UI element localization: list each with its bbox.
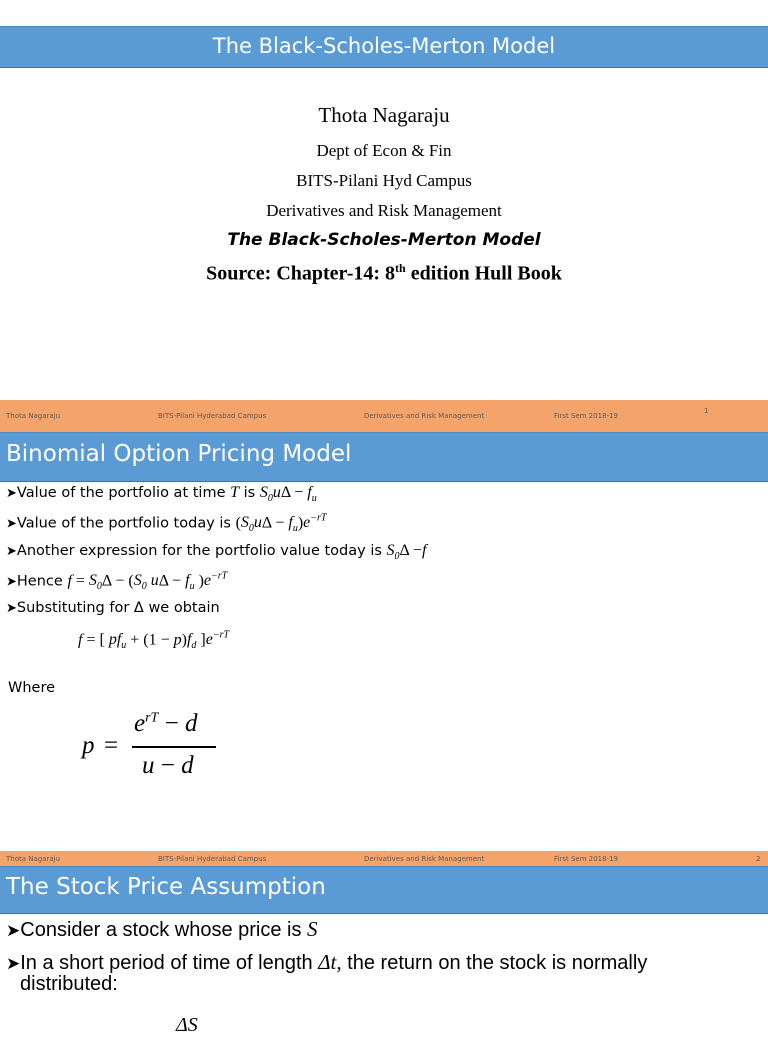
bullet-arrow-icon: ➤ — [6, 544, 17, 559]
footer-page: 1 — [704, 407, 709, 416]
slide1-source — [0, 261, 768, 286]
slide3-partial-formula: ΔS — [176, 1014, 198, 1036]
bullet-text: In a short period of time of length — [20, 952, 319, 974]
footer-campus: BITS-Pilani Hyderabad Campus — [158, 854, 267, 863]
formula: T — [230, 484, 240, 501]
formula: $S_0u$ — [259, 484, 281, 505]
slide2-formula-f: f = [ $pf_u + (1 - p)f_d$ ]$e^{-rT}$ — [78, 630, 230, 652]
bullet-text: Hence — [16, 573, 68, 590]
slide1-campus: BITS-Pilani Hyd Campus — [296, 171, 472, 190]
footer-sem: First Sem 2018-19 — [554, 854, 618, 863]
footer-author: Thota Nagaraju — [6, 412, 61, 420]
slide1-title-bar — [0, 26, 768, 68]
slide1-course: Derivatives and Risk Management — [266, 201, 502, 220]
slide1-dept: Dept of Econ & Fin — [316, 141, 452, 160]
slide3-bullet-1 — [6, 917, 318, 942]
footer-campus: BITS-Pilani Hyderabad Campus — [158, 412, 267, 420]
bullet-arrow-icon: ➤ — [6, 601, 17, 616]
var-dt: Δt, — [318, 950, 342, 974]
footer-page: 2 — [756, 854, 761, 863]
slide2-bullet-2: ➤Value of the portfolio today is $(S_0u\Delta - f_u)e^{-rT}$ — [6, 513, 327, 535]
bullet-arrow-icon: ➤ — [6, 486, 17, 501]
bullet-arrow-icon: ➤ — [6, 954, 21, 973]
slide1-subtitle: The Black-Scholes-Merton Model — [227, 230, 541, 250]
slide2-where: Where — [8, 680, 56, 696]
bullet-arrow-icon: ➤ — [6, 921, 21, 940]
source-sup: th — [395, 261, 406, 275]
footer-course: Derivatives and Risk Management — [364, 412, 485, 420]
slide1-title: The Black-Scholes-Merton Model — [212, 34, 556, 58]
slide2-title-bar — [0, 432, 768, 482]
bullet-arrow-icon: ➤ — [6, 574, 17, 590]
slide2-bullet-1: ➤Value of the portfolio at time T is $S_0u\Delta - f_u$ — [6, 484, 317, 505]
bullet-text: Value of the portfolio at time — [16, 485, 231, 501]
footer-course: Derivatives and Risk Management — [364, 854, 485, 863]
slide2-bullet-4: ➤Hence $f = S_0\Delta - (S_0$ $u\Delta - f_u$ )$e^{-rT}$ — [6, 571, 228, 593]
footer-sem: First Sem 2018-19 — [554, 412, 618, 420]
source-suffix: edition Hull Book — [405, 262, 562, 285]
bullet-text: the return on the stock is normally — [341, 952, 648, 974]
bullet-text: Consider a stock whose price is — [20, 919, 308, 941]
slide2-title: Binomial Option Pricing Model — [6, 441, 352, 467]
slide2-p-formula: p = $e^{rT} - d$ u − d — [82, 708, 222, 786]
slide2-bullet-3: ➤Another expression for the portfolio value today is $S_0\Delta -f$ — [6, 542, 427, 563]
footer-bar-2 — [0, 851, 768, 866]
bullet-text: Another expression for the portfolio value today is — [16, 543, 387, 559]
slide3-title: The Stock Price Assumption — [6, 874, 326, 900]
slide3-bullet-2 — [6, 950, 647, 975]
footer-bar-1 — [0, 400, 768, 432]
source-prefix: Source: Chapter-14: 8 — [206, 262, 396, 285]
footer-author: Thota Nagaraju — [6, 854, 61, 863]
bullet-arrow-icon: ➤ — [6, 516, 17, 532]
var-s: S — [307, 917, 318, 941]
slide2-bullet-5 — [6, 600, 220, 616]
slide1-author: Thota Nagaraju — [318, 103, 450, 127]
slide3-title-bar — [0, 866, 768, 914]
bullet-text: Value of the portfolio today is — [16, 515, 236, 532]
bullet-text: Substituting for Δ we obtain — [16, 600, 220, 616]
slide3-bullet-2-cont: distributed: — [20, 973, 118, 995]
